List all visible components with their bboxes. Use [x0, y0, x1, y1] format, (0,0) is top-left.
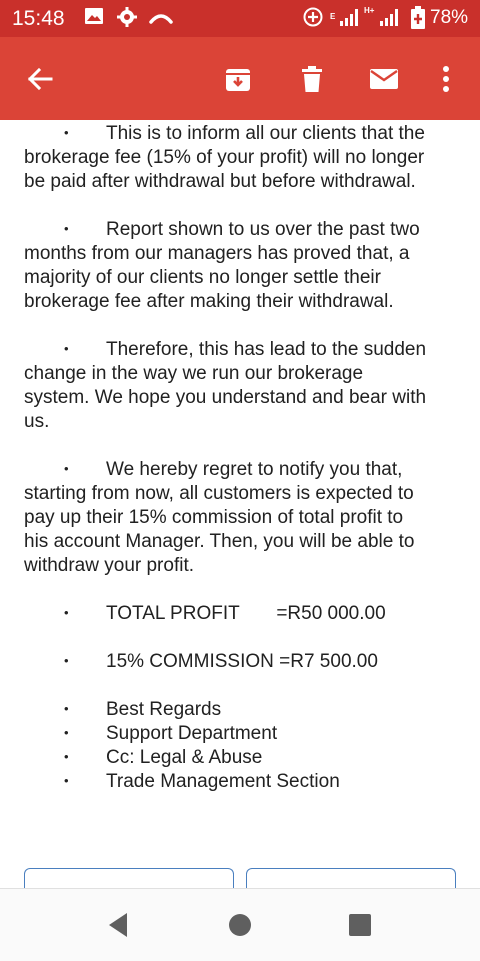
paragraph-1: • This is to inform all our clients that the brokerage fee (15% of your profit) will no longer be paid after withdrawal but before withdrawal.	[24, 123, 425, 192]
commission-line: • 15% COMMISSION =R7 500.00	[24, 649, 464, 674]
bullet: •	[64, 725, 69, 740]
battery-icon	[410, 6, 426, 35]
signal-icon-2	[378, 6, 402, 33]
signature-line-2: • Support Department	[24, 721, 464, 746]
nav-back-button[interactable]	[102, 909, 134, 941]
nav-recents-button[interactable]	[344, 909, 376, 941]
archive-icon	[223, 64, 253, 94]
more-options-button[interactable]	[428, 61, 464, 97]
bullet: •	[64, 701, 69, 716]
signal-icon	[338, 6, 362, 33]
more-vert-icon	[441, 64, 451, 94]
back-arrow-icon	[26, 65, 54, 93]
mail-icon	[368, 64, 400, 94]
bullet: •	[64, 125, 69, 140]
missed-call-icon	[148, 6, 174, 33]
status-bar	[0, 0, 480, 37]
network-type-label: E	[330, 12, 336, 21]
paragraph-4: • We hereby regret to notify you that, starting from now, all customers is expected to pay up their 15% commission of total profit to his account Manager. Then, you will be able to withdraw your profit.	[24, 459, 415, 576]
nav-home-icon	[228, 913, 252, 937]
app-bar	[0, 37, 480, 120]
nav-home-button[interactable]	[224, 909, 256, 941]
back-button[interactable]	[22, 61, 58, 97]
bullet: •	[64, 749, 69, 764]
bullet: •	[64, 221, 69, 236]
delete-icon	[297, 64, 327, 94]
gallery-icon	[84, 6, 104, 31]
bullet: •	[64, 341, 69, 356]
archive-button[interactable]	[220, 61, 256, 97]
bullet: •	[64, 773, 69, 788]
signature-line-4: • Trade Management Section	[24, 769, 464, 794]
total-profit-line: • TOTAL PROFIT =R50 000.00	[24, 601, 464, 626]
bullet: •	[64, 653, 69, 668]
battery-percent: 78%	[430, 7, 469, 28]
paragraph-3: • Therefore, this has lead to the sudden change in the way we run our brokerage system. We hope you understand and bear with us.	[24, 339, 427, 432]
system-nav-bar	[0, 888, 480, 961]
data-saver-icon	[302, 6, 324, 33]
mark-unread-button[interactable]	[366, 61, 402, 97]
bullet: •	[64, 605, 69, 620]
paragraph-2: • Report shown to us over the past two months from our managers has proved that, a majority of our clients no longer settle their brokerage fee after making their withdrawal.	[24, 219, 420, 312]
clock: 15:48	[12, 7, 65, 30]
bullet: •	[64, 461, 69, 476]
settings-icon	[116, 6, 138, 33]
nav-recents-icon	[348, 913, 372, 937]
delete-button[interactable]	[294, 61, 330, 97]
signature-line-1: • Best Regards	[24, 697, 464, 722]
signature-line-3: • Cc: Legal & Abuse	[24, 745, 464, 770]
network-type-label-2: H+	[364, 6, 375, 15]
nav-back-icon	[105, 911, 131, 939]
